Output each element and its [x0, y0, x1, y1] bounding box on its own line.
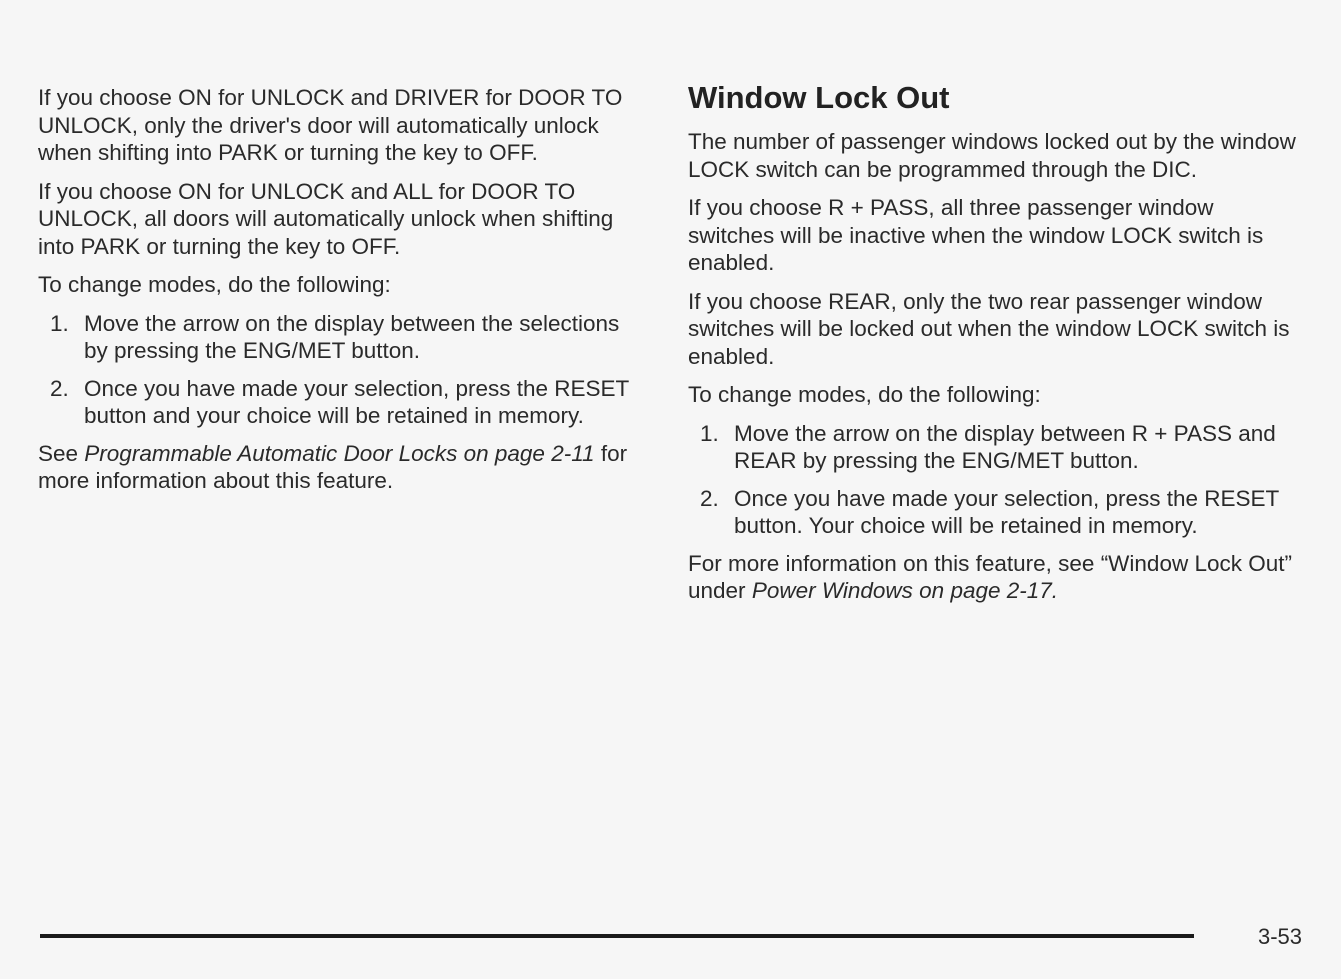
left-steps-list: [38, 310, 644, 430]
r-pass-paragraph: If you choose R + PASS, all three passenger window switches will be inactive when the window LOCK switch is enabled.: [688, 195, 1264, 275]
see-prefix: See: [38, 440, 85, 466]
left-column: [38, 84, 644, 506]
step-number: 2.: [700, 485, 719, 511]
step-number: 2.: [50, 375, 69, 401]
page-number: 3-53: [1258, 924, 1303, 949]
right-column: [688, 80, 1306, 616]
list-item: [38, 310, 644, 365]
section-heading: Window Lock Out: [688, 80, 950, 115]
list-item: [688, 485, 1306, 540]
step-text: Move the arrow on the display between R + PASS and REAR by pressing the ENG/MET button.: [734, 420, 1276, 473]
step-text: Once you have made your selection, press the RESET button and your choice will be retained in memory.: [84, 375, 629, 428]
step-number: 1.: [50, 310, 69, 336]
unlock-all-paragraph: If you choose ON for UNLOCK and ALL for DOOR TO UNLOCK, all doors will automatically unlock when shifting into PARK or turning the key to OFF.: [38, 178, 614, 259]
power-windows-reference: Power Windows on page 2-17.: [751, 578, 1059, 603]
see-reference-paragraph: [38, 440, 644, 495]
list-item: [38, 375, 644, 430]
list-item: [688, 420, 1306, 475]
step-number: 1.: [700, 420, 719, 446]
unlock-driver-paragraph: If you choose ON for UNLOCK and DRIVER for DOOR TO UNLOCK, only the driver's door will automatically unlock when shifting into PARK or turning the key to OFF.: [38, 85, 623, 165]
intro-paragraph: The number of passenger windows locked out by the window LOCK switch can be programmed through the DIC.: [688, 129, 1296, 182]
more-info-paragraph: [688, 550, 1306, 605]
right-steps-list: [688, 420, 1306, 540]
change-modes-intro: To change modes, do the following:: [688, 382, 1041, 407]
see-suffix: for more information about this feature.: [38, 440, 628, 493]
more-prefix: For more information on this feature, see “Window Lock Out” under: [688, 550, 1292, 603]
change-modes-intro: To change modes, do the following:: [38, 272, 391, 297]
step-text: Move the arrow on the display between the selections by pressing the ENG/MET button.: [84, 310, 620, 363]
step-text: Once you have made your selection, press the RESET button. Your choice will be retained in memory.: [734, 485, 1279, 538]
rear-paragraph: If you choose REAR, only the two rear passenger window switches will be locked out when the window LOCK switch is enabled.: [688, 288, 1290, 369]
footer-rule: [40, 934, 1194, 938]
door-locks-reference: Programmable Automatic Door Locks on page 2-11: [84, 440, 595, 466]
